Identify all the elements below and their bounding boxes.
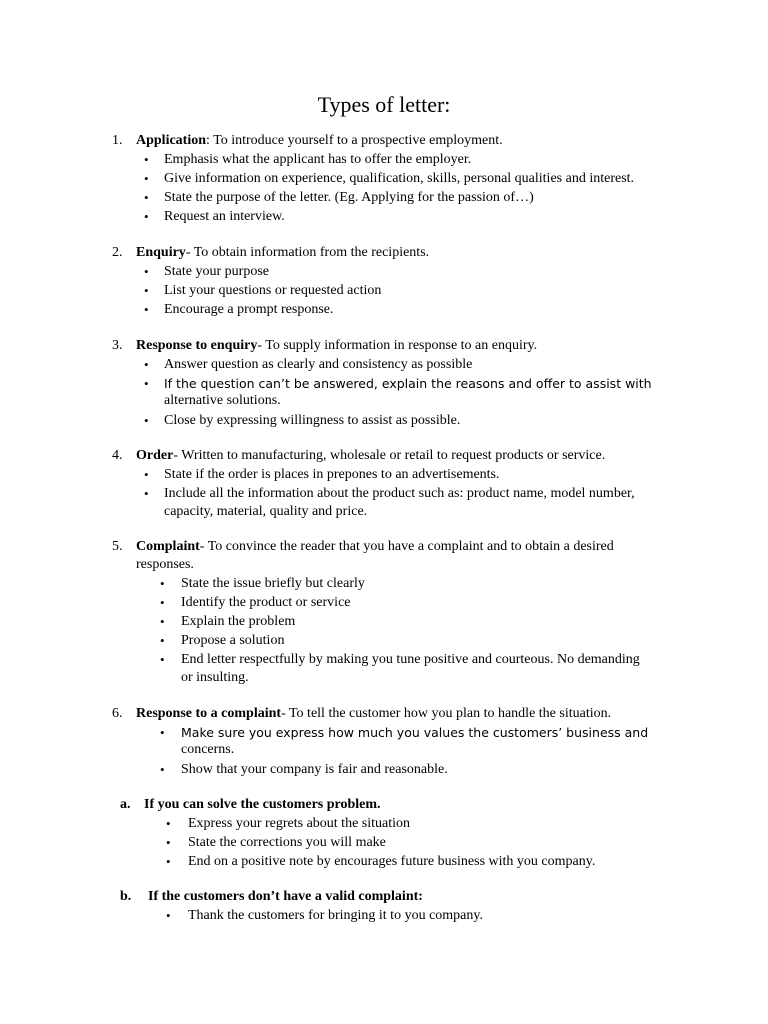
section-number: 2. bbox=[112, 245, 123, 260]
bullet-icon: • bbox=[160, 633, 165, 648]
heading-separator: - bbox=[185, 245, 194, 260]
list-item: State if the order is places in prepones to an advertisements. bbox=[164, 467, 500, 482]
bullet-icon: • bbox=[144, 357, 149, 372]
list-item: Propose a solution bbox=[181, 633, 285, 648]
list-item: Emphasis what the applicant has to offer the employer. bbox=[164, 152, 472, 167]
subsection-a bbox=[120, 796, 131, 814]
list-item: Give information on experience, qualification, skills, personal qualities and interest. bbox=[164, 171, 635, 186]
section-heading: Enquiry bbox=[136, 245, 186, 260]
section-description: To obtain information from the recipients. bbox=[193, 245, 430, 260]
list-item: Request an interview. bbox=[164, 209, 285, 224]
section-description: Written to manufacturing, wholesale or retail to request products or service. bbox=[181, 448, 606, 463]
bullet-icon: • bbox=[144, 376, 149, 391]
bullet-icon: • bbox=[166, 908, 171, 923]
list-item: Explain the problem bbox=[181, 614, 296, 629]
section-number: 1. bbox=[112, 133, 123, 148]
bullet-icon: • bbox=[144, 467, 149, 482]
section-number: 4. bbox=[112, 448, 123, 463]
section-heading: Order bbox=[136, 448, 174, 463]
section-heading: Response to a complaint bbox=[136, 706, 282, 721]
section-4-lead bbox=[136, 447, 605, 465]
section-1-lead bbox=[136, 132, 503, 150]
section-heading: Response to enquiry bbox=[136, 338, 258, 353]
bullet-icon: • bbox=[144, 171, 149, 186]
list-item: End on a positive note by encourages future business with you company. bbox=[188, 854, 596, 869]
bullet-icon: • bbox=[144, 264, 149, 279]
list-item: Show that your company is fair and reasonable. bbox=[181, 762, 448, 777]
list-item: Identify the product or service bbox=[181, 595, 351, 610]
section-1 bbox=[112, 132, 123, 150]
section-description: To tell the customer how you plan to handle the situation. bbox=[288, 706, 612, 721]
list-item: Close by expressing willingness to assist as possible. bbox=[164, 413, 461, 428]
subsection-letter: b. bbox=[120, 889, 132, 904]
bullet-icon: • bbox=[144, 486, 149, 501]
list-item-continuation: alternative solutions. bbox=[164, 393, 281, 408]
bullet-icon: • bbox=[144, 302, 149, 317]
bullet-icon: • bbox=[160, 652, 165, 667]
list-item: State the corrections you will make bbox=[188, 835, 386, 850]
section-description-continuation: responses. bbox=[136, 557, 194, 572]
section-number: 5. bbox=[112, 539, 123, 554]
subsection-heading bbox=[148, 888, 423, 906]
list-item: If the question can’t be answered, explain the reasons and offer to assist with bbox=[164, 376, 652, 391]
list-item: List your questions or requested action bbox=[164, 283, 382, 298]
list-item: State the purpose of the letter. (Eg. Applying for the passion of…) bbox=[164, 190, 534, 205]
list-item-continuation: or insulting. bbox=[181, 670, 249, 685]
heading-separator: - bbox=[199, 539, 208, 554]
bullet-icon: • bbox=[160, 614, 165, 629]
subsection-heading-text: If the customers don’t have a valid complaint: bbox=[148, 889, 423, 904]
list-item: Make sure you express how much you values the customers’ business and bbox=[181, 725, 649, 740]
heading-separator: - bbox=[281, 706, 289, 721]
section-2-lead bbox=[136, 244, 429, 262]
section-description: To convince the reader that you have a complaint and to obtain a desired bbox=[207, 539, 614, 554]
list-item: End letter respectfully by making you tune positive and courteous. No demanding bbox=[181, 652, 640, 667]
list-item: Encourage a prompt response. bbox=[164, 302, 334, 317]
section-3 bbox=[112, 337, 123, 355]
section-description: To supply information in response to an enquiry. bbox=[265, 338, 538, 353]
section-heading: Application bbox=[136, 133, 207, 148]
subsection-heading bbox=[144, 796, 381, 814]
list-item: State your purpose bbox=[164, 264, 269, 279]
heading-separator: : bbox=[206, 133, 214, 148]
section-5 bbox=[112, 538, 123, 556]
list-item: Thank the customers for bringing it to you company. bbox=[188, 908, 483, 923]
list-item: State the issue briefly but clearly bbox=[181, 576, 365, 591]
subsection-heading-text: If you can solve the customers problem. bbox=[144, 797, 381, 812]
heading-separator: - bbox=[257, 338, 266, 353]
bullet-icon: • bbox=[166, 835, 171, 850]
page-title: Types of letter: bbox=[317, 92, 451, 117]
section-3-lead bbox=[136, 337, 537, 355]
list-item-continuation: concerns. bbox=[181, 742, 235, 757]
heading-separator: - bbox=[173, 448, 182, 463]
section-number: 3. bbox=[112, 338, 123, 353]
list-item: Include all the information about the product such as: product name, model number, bbox=[164, 486, 635, 501]
bullet-icon: • bbox=[166, 854, 171, 869]
bullet-icon: • bbox=[144, 152, 149, 167]
section-6 bbox=[112, 705, 123, 723]
bullet-icon: • bbox=[160, 725, 165, 740]
bullet-icon: • bbox=[144, 413, 149, 428]
bullet-icon: • bbox=[160, 762, 165, 777]
subsection-letter: a. bbox=[120, 797, 131, 812]
section-6-lead bbox=[136, 705, 611, 723]
subsection-b bbox=[120, 888, 131, 906]
bullet-icon: • bbox=[166, 816, 171, 831]
list-item: Express your regrets about the situation bbox=[188, 816, 411, 831]
bullet-icon: • bbox=[160, 595, 165, 610]
bullet-icon: • bbox=[144, 190, 149, 205]
list-item: Answer question as clearly and consistency as possible bbox=[164, 357, 473, 372]
section-number: 6. bbox=[112, 706, 123, 721]
bullet-icon: • bbox=[144, 283, 149, 298]
list-item-continuation: capacity, material, quality and price. bbox=[164, 504, 368, 519]
bullet-icon: • bbox=[160, 576, 165, 591]
section-2 bbox=[112, 244, 123, 262]
section-description: To introduce yourself to a prospective employment. bbox=[213, 133, 503, 148]
section-5-lead bbox=[136, 538, 614, 556]
bullet-icon: • bbox=[144, 209, 149, 224]
section-heading: Complaint bbox=[136, 539, 200, 554]
section-4 bbox=[112, 447, 123, 465]
